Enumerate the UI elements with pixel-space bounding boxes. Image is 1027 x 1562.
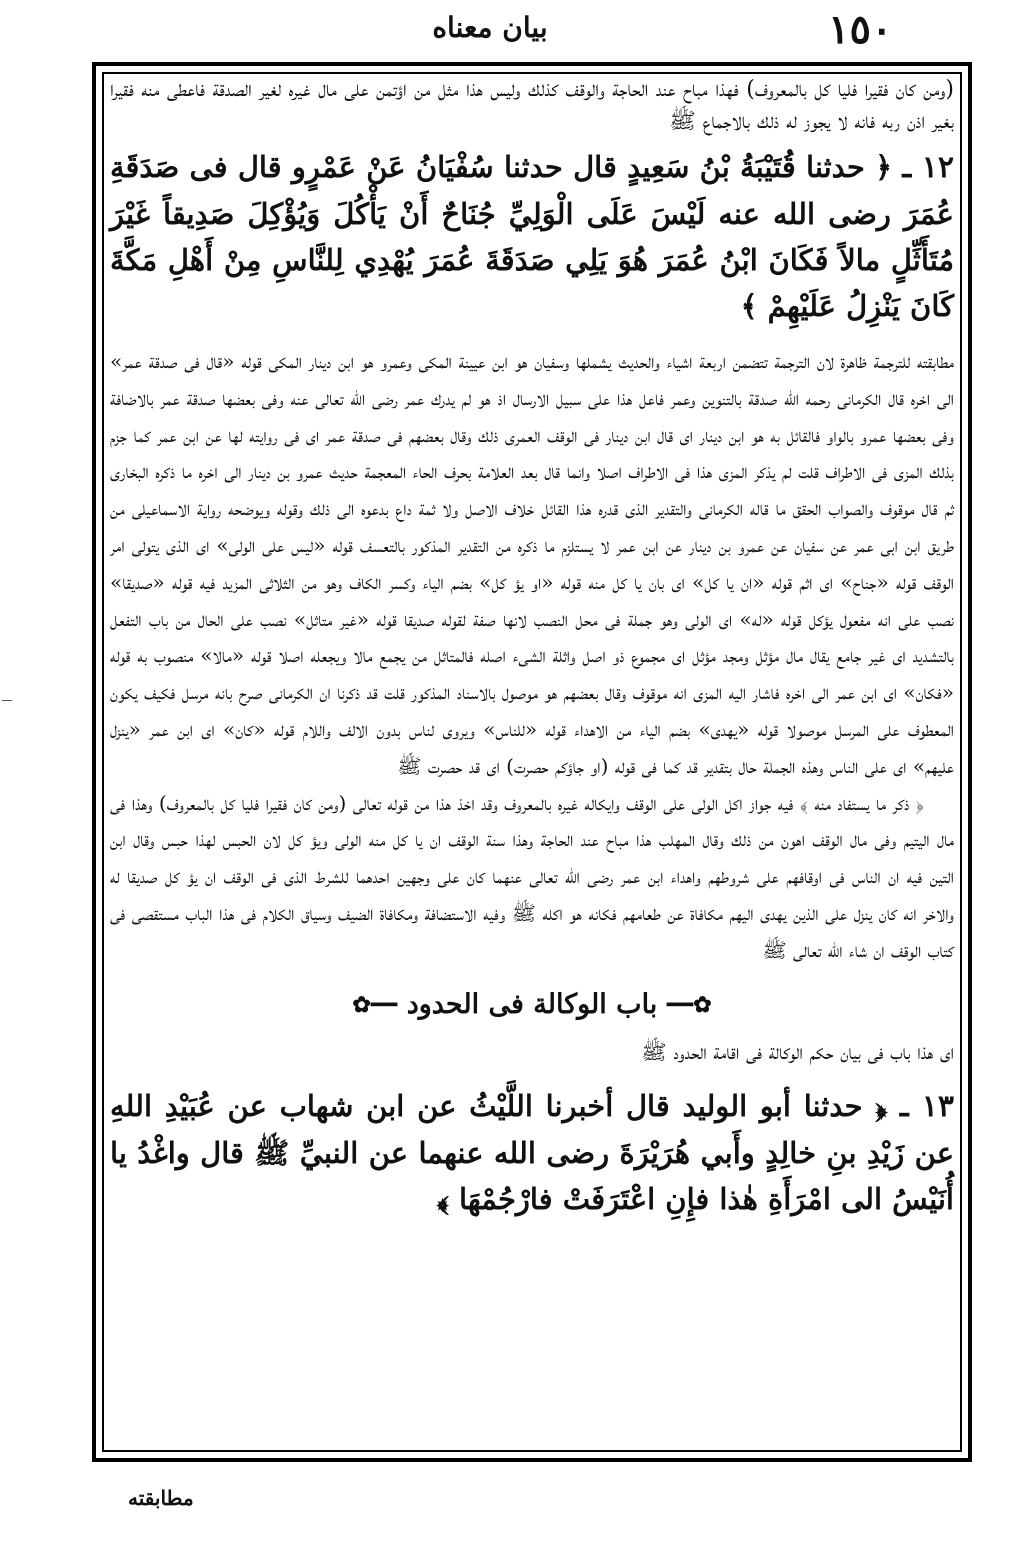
hadith-12-benefits: ﴿ ذكر ما يستفاد منه ﴾ فيه جواز اكل الولى على الوقف وايكاله غيره بالمعروف وقد اخذ هذا من قوله تعالى (ومن كان فقيرا فليا كل بالمعروف) وهذا فى مال اليتيم وفى مال الوقف اهون من ذلك وقال المهلب هذا مباح عند الحاجة وهذا سنة الوقف ان يا كل منه الولى ويؤ كل لان الحبس لهذا حبس وقال ابن التين فيه ان الناس فى اوقافهم على شروطهم واهداء ابن عمر رضى الله تعالى عنهما كان على وجهين احدهما للشرط الذى فى الوقف ان يؤ كل صديقا له والاخر انه كان ينزل على الذين يهدى اليهم مكافاة عن طعامهم فكانه هو اكله ﷺ وفيه الاستضافة ومكافاة الضيف وسياق الكلام فى هذا الباب مستقصى فى كتاب الوقف ان شاء الله تعالى ﷺ [110,790,954,962]
hadith-12-number: ١٢ ـ [902,150,954,185]
chapter-heading [110,985,954,1026]
page-frame [92,62,972,1462]
hadith-13-number: ١٣ ـ [899,1089,955,1125]
hadith-13-text: ﴿ حدثنا أبو الوليد قال أخبرنا اللَّيْثُ عن ابن شهاب عن عُبَيْدِ اللهِ عن زَيْدِ بنِ خالِدٍ وأَبي هُرَيْرَةَ رضى الله عنهما عن النبيِّ ﷺ قال واغْدُ يا أُنَيْسُ الى امْرَأَةِ هٰذا فإِنِ اعْتَرَفَتْ فارْجُمْهَا ﴾ [110,1089,954,1217]
hadith-12-text: ﴿ حدثنا قُتَيْبَةُ بْنُ سَعِيدٍ قال حدثنا سُفْيَانُ عَنْ عَمْرٍو قال فى صَدَقَةِ عُمَرَ رضى الله عنه لَيْسَ عَلَى الْوَلِيِّ جُنَاحٌ أَنْ يَأْكُلَ وَيُؤْكِلَ صَدِيقاً غَيْرَ مُتَأَثِّلٍ مالاً فَكَانَ ابْنُ عُمَرَ هُوَ يَلِي صَدَقَةَ عُمَرَ يُهْدِي لِلنَّاسِ مِنْ أَهْلِ مَكَّةَ كَانَ يَنْزِلُ عَلَيْهِمْ ﴾ [110,150,954,323]
ornament-right-icon: ✿━━ [666,992,712,1019]
margin-mark [2,700,12,701]
top-note: (ومن كان فقيرا فليا كل بالمعروف) فهذا مباح عند الحاجة والوقف كذلك وليس هذا مثل من اؤتمن على مال غيره لغير الصدقة فاعطى منه فقيرا بغير اذن ربه فانه لا يجوز له ذلك بالاجماع ﷺ [110,77,954,134]
ornament-left-icon: ━━✿ [352,992,398,1019]
running-title: بیان معناه [432,11,548,44]
page-number: ١٥٠ [828,6,893,53]
chapter-gloss: اى هذا باب فى بيان حكم الوكالة فى اقامة الحدود ﷺ [641,1040,954,1065]
hadith-12 [110,144,954,329]
page-body [110,74,954,1222]
chapter-title: باب الوكالة فى الحدود [406,988,658,1020]
hadith-12-commentary: مطابقته للترجمة ظاهرة لان الترجمة تتضمن اربعة اشياء والحديث يشملها وسفيان هو ابن عيينة المكى وعمرو هو ابن دينار المكى قوله «قال فى صدقة عمر» الى اخره قال الكرمانى رحمه الله صدقة بالتنوين وعمر فاعل هذا على سبيل الارسال اذ هو لم يدرك عمر رضى الله تعالى عنه وفى بعضها صدقة عمر بالاضافة وفى بعضها عمرو بالواو فالقائل به هو ابن دينار اى قال ابن دينار فى الوقف العمرى ذلك وقال بعضهم فى صدقة عمر اى فى روايته لها عن ابن عمر كما جزم بذلك المزى فى الاطراف قلت لم يذكر المزى هذا فى الاطراف اصلا وانما قال بعد العلامة بحرف الحاء المعجمة حديث عمرو بن دينار الى اخره ما ذكره البخارى ثم قال موقوف والصواب الحقق ما قاله الكرمانى والتقدير الذى قدره هذا القائل خلاف الاصل ولا ثمة داع بدعوه الى ذلك وقوله ويوضحه رواية الاسماعيلى من طريق ابن ابى عمر عن سفيان عن عمرو بن دينار عن ابن عمر لا يستلزم ما ذكره من التقدير المذكور بالتعسف قوله «ليس على الولى» اى الذى يتولى امر الوقف قوله «جناح» اى اثم قوله «ان يا كل» اى بان يا كل منه قوله «او يؤ كل» بضم الياء وكسر الكاف وهو من الثلاثى المزيد فيه قوله «صديقا» نصب على انه مفعول يؤكل قوله «له» اى الولى وهو جملة فى محل النصب لانها صفة لقوله صديقا قوله «غير متاثل» نصب على الحال من باب التفعل بالتشديد اى غير جامع يقال مال مؤثل ومجد مؤثل اى مجموع ذو اصل واثلة الشىء اصله فالمتاثل من يجمع مالا ويجعله اصلا قوله «مالا» منصوب به قوله «فكان» اى ابن عمر الى اخره فاشار اليه المزى انه موقوف وقال بعضهم هو موصول بالاسناد المذكور قلت قد ذكرنا ان الكرمانى صرح بانه مرسل فكيف يكون المعطوف على المرسل موصولا قوله «يهدى» بضم الياء من الاهداء قوله «للناس» ويروى لناس بدون الالف واللام قوله «كان» اى ابن عمر «ينزل عليهم» اى على الناس وهذه الجملة حال بتقدير قد كما فى قوله (او جاؤكم حصرت) اى قد حصرت ﷺ [110,349,955,778]
hadith-13 [110,1083,954,1222]
catchword: مطابقته [128,1486,194,1510]
